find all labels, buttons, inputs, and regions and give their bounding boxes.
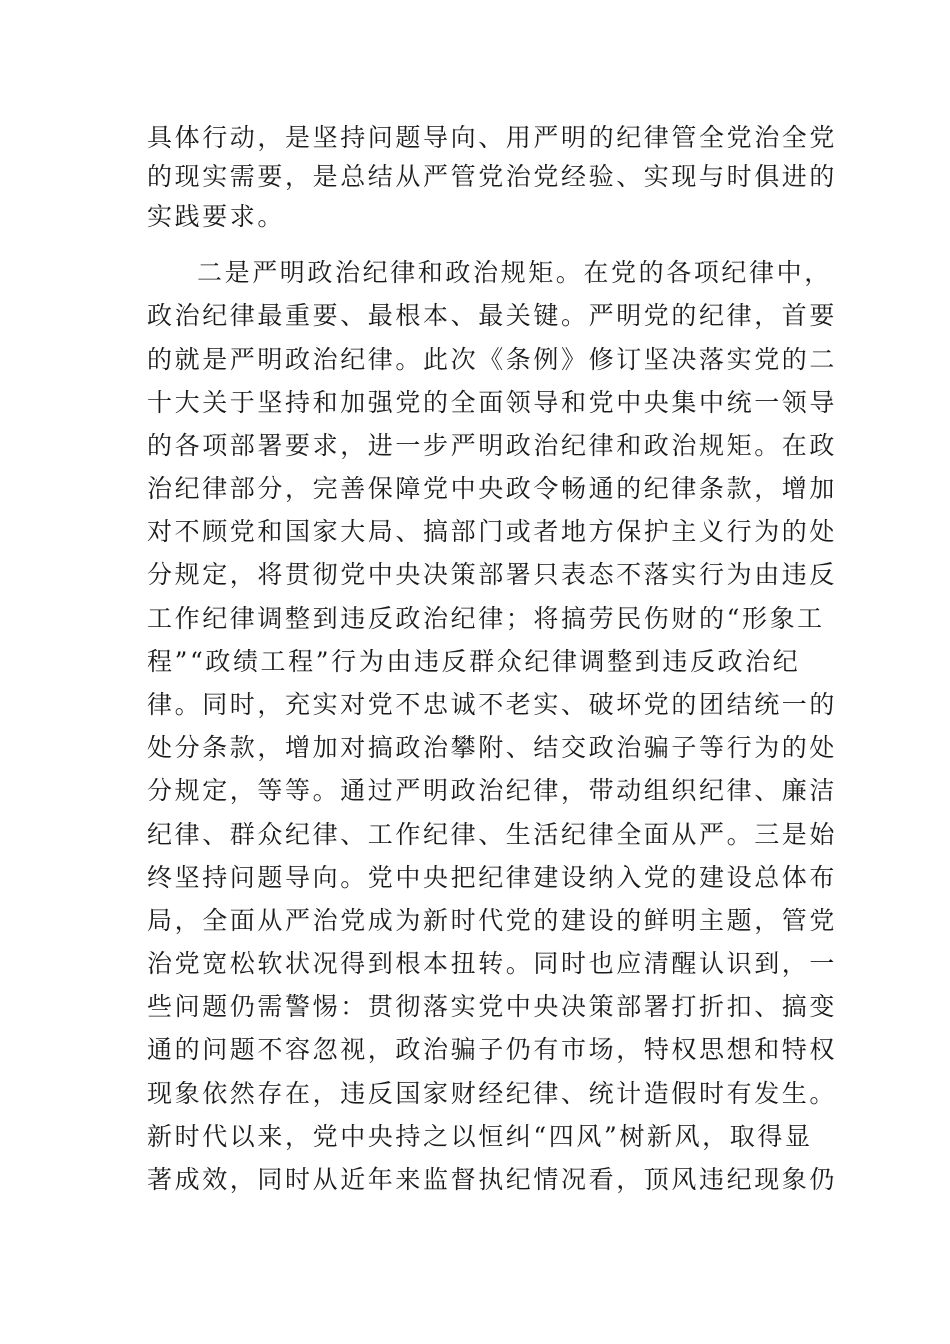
text-line: 纪律、群众纪律、工作纪律、生活纪律全面从严。三是始: [147, 820, 838, 849]
text-line: 实践要求。: [147, 202, 286, 231]
text-line: 终坚持问题导向。党中央把纪律建设纳入党的建设总体布: [147, 863, 838, 892]
text-line: 的就是严明政治纪律。此次《条例》修订坚决落实党的二: [147, 345, 838, 374]
text-line: 的各项部署要求，进一步严明政治纪律和政治规矩。在政: [147, 431, 838, 460]
text-line: 分规定，等等。通过严明政治纪律，带动组织纪律、廉洁: [147, 776, 838, 805]
text-line: 通的问题不容忽视，政治骗子仍有市场，特权思想和特权: [147, 1035, 838, 1064]
text-line: 分规定，将贯彻党中央决策部署只表态不落实行为由违反: [147, 560, 838, 589]
text-line: 著成效，同时从近年来监督执纪情况看，顶风违纪现象仍: [147, 1165, 838, 1194]
text-line: 十大关于坚持和加强党的全面领导和党中央集中统一领导: [147, 388, 838, 417]
text-line: 程”“政绩工程”行为由违反群众纪律调整到违反政治纪: [147, 647, 801, 676]
text-line: 的现实需要，是总结从严管党治党经验、实现与时俱进的: [147, 162, 838, 191]
text-line: 现象依然存在，违反国家财经纪律、统计造假时有发生。: [147, 1079, 838, 1108]
text-line: 治纪律部分，完善保障党中央政令畅通的纪律条款，增加: [147, 474, 838, 503]
text-line: 对不顾党和国家大局、搞部门或者地方保护主义行为的处: [147, 517, 838, 546]
text-line: 律。同时，充实对党不忠诚不老实、破坏党的团结统一的: [147, 690, 838, 719]
text-line: 政治纪律最重要、最根本、最关键。严明党的纪律，首要: [147, 301, 838, 330]
text-line: 具体行动，是坚持问题导向、用严明的纪律管全党治全党: [147, 123, 838, 152]
paragraph-first-line: 二是严明政治纪律和政治规矩。在党的各项纪律中，: [197, 258, 832, 287]
text-line: 些问题仍需警惕：贯彻落实党中央决策部署打折扣、搞变: [147, 992, 838, 1021]
text-line: 处分条款，增加对搞政治攀附、结交政治骗子等行为的处: [147, 733, 838, 762]
text-line: 工作纪律调整到违反政治纪律；将搞劳民伤财的“形象工: [147, 604, 825, 633]
text-line: 新时代以来，党中央持之以恒纠“四风”树新风，取得显: [147, 1122, 813, 1151]
text-line: 治党宽松软状况得到根本扭转。同时也应清醒认识到，一: [147, 949, 838, 978]
text-line: 局，全面从严治党成为新时代党的建设的鲜明主题，管党: [147, 906, 838, 935]
